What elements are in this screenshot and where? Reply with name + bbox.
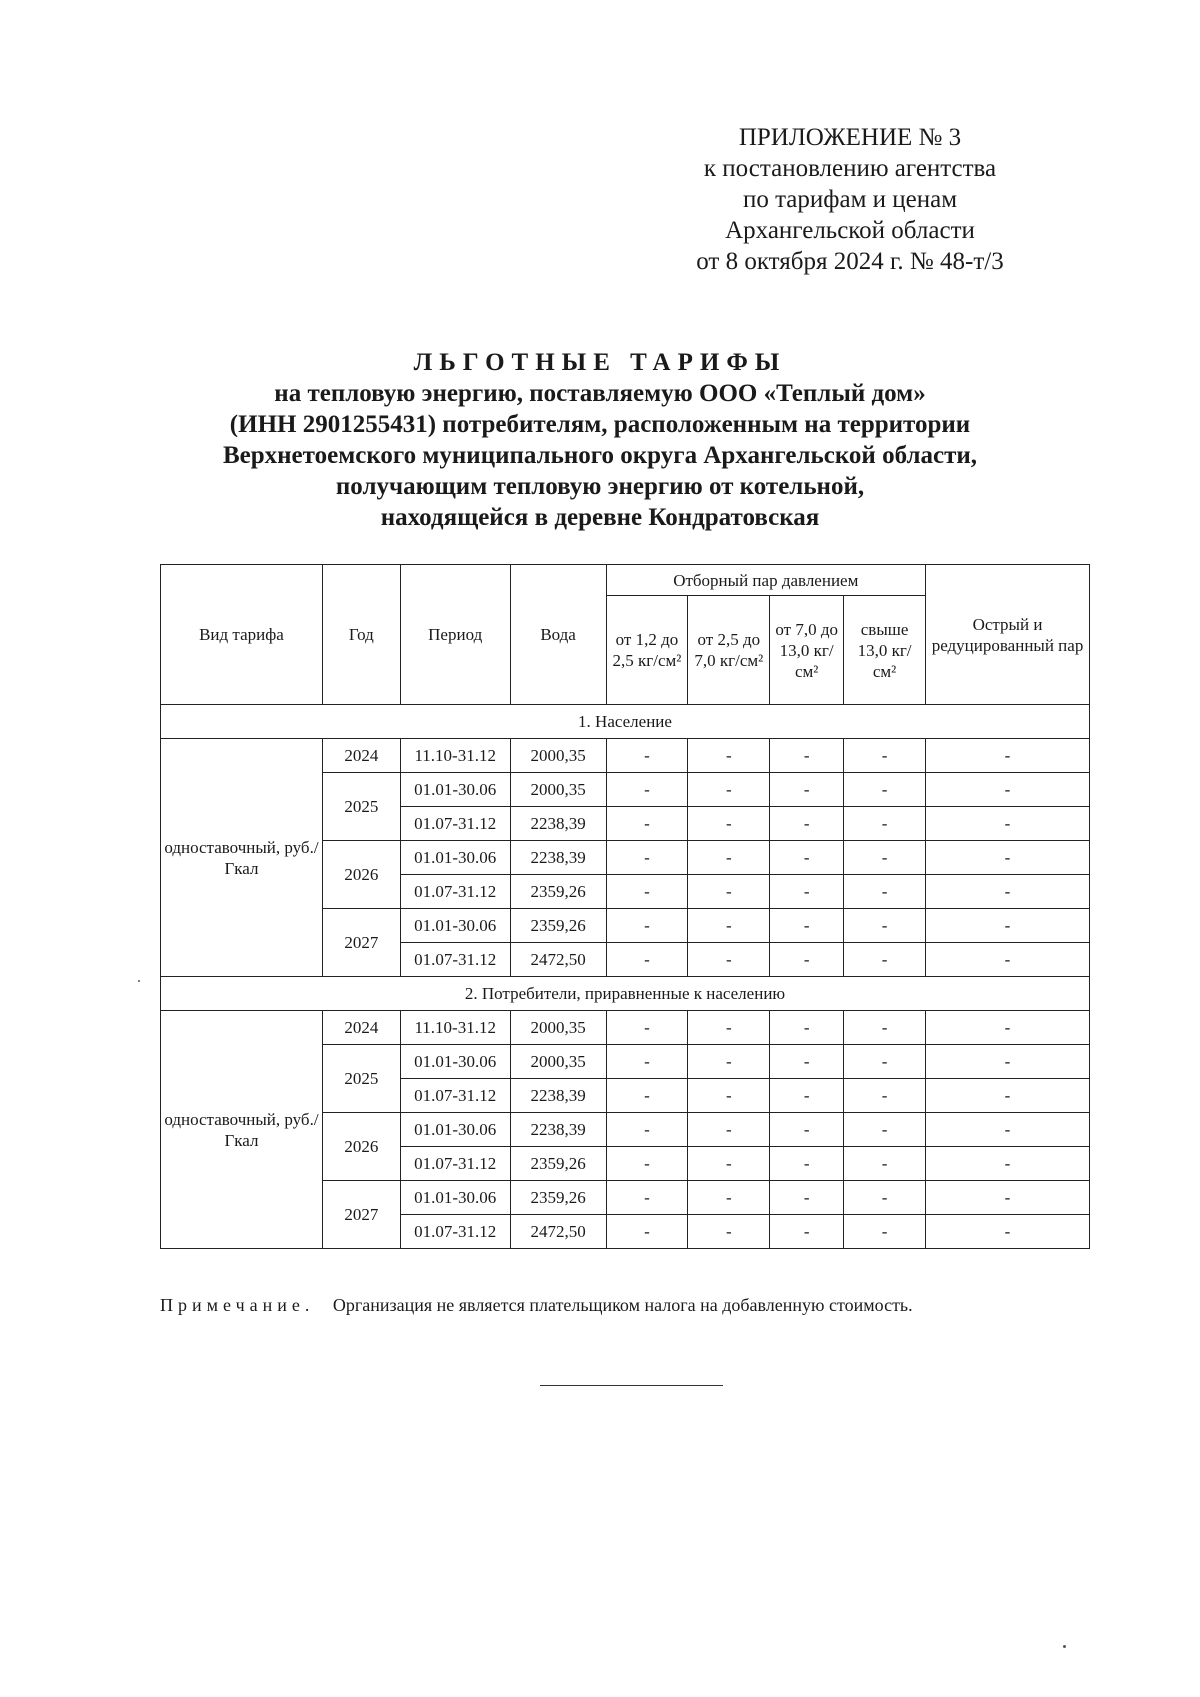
sharp-cell: -	[926, 1079, 1090, 1113]
p4-cell: -	[844, 1011, 926, 1045]
water-cell: 2000,35	[510, 1011, 606, 1045]
water-cell: 2359,26	[510, 1181, 606, 1215]
p4-cell: -	[844, 841, 926, 875]
p3-cell: -	[770, 1181, 844, 1215]
sharp-cell: -	[926, 875, 1090, 909]
p3-cell: -	[770, 739, 844, 773]
p2-cell: -	[688, 1113, 770, 1147]
footnote-label: Примечание.	[160, 1295, 315, 1315]
period-cell: 01.07-31.12	[400, 807, 510, 841]
title-line: находящейся в деревне Кондратовская	[380, 504, 820, 531]
p1-cell: -	[606, 875, 688, 909]
sharp-cell: -	[926, 909, 1090, 943]
year-cell: 2027	[322, 1181, 400, 1249]
sharp-cell: -	[926, 1181, 1090, 1215]
p1-cell: -	[606, 1147, 688, 1181]
sharp-cell: -	[926, 1045, 1090, 1079]
p1-cell: -	[606, 1011, 688, 1045]
water-cell: 2472,50	[510, 1215, 606, 1249]
p4-cell: -	[844, 909, 926, 943]
sharp-cell: -	[926, 1215, 1090, 1249]
p4-cell: -	[844, 1215, 926, 1249]
sharp-cell: -	[926, 1113, 1090, 1147]
p2-cell: -	[688, 1045, 770, 1079]
p1-cell: -	[606, 739, 688, 773]
section-title: 1. Население	[161, 705, 1090, 739]
p2-cell: -	[688, 943, 770, 977]
period-cell: 01.01-30.06	[400, 1181, 510, 1215]
water-cell: 2472,50	[510, 943, 606, 977]
p2-cell: -	[688, 807, 770, 841]
p2-cell: -	[688, 1079, 770, 1113]
header-water: Вода	[510, 565, 606, 705]
p1-cell: -	[606, 1113, 688, 1147]
p1-cell: -	[606, 1181, 688, 1215]
water-cell: 2359,26	[510, 1147, 606, 1181]
header-pressure-3: от 7,0 до 13,0 кг/см²	[770, 596, 844, 705]
p4-cell: -	[844, 1113, 926, 1147]
period-cell: 11.10-31.12	[400, 1011, 510, 1045]
table-row	[161, 739, 1090, 773]
p2-cell: -	[688, 739, 770, 773]
p3-cell: -	[770, 773, 844, 807]
period-cell: 01.07-31.12	[400, 943, 510, 977]
appendix-date: от 8 октября 2024 г. № 48-т/3	[696, 248, 1004, 275]
sharp-cell: -	[926, 807, 1090, 841]
p1-cell: -	[606, 773, 688, 807]
appendix-number: ПРИЛОЖЕНИЕ № 3	[738, 124, 962, 151]
water-cell: 2238,39	[510, 807, 606, 841]
p3-cell: -	[770, 909, 844, 943]
title-line: (ИНН 2901255431) потребителям, расположенным на территории	[229, 411, 971, 438]
p1-cell: -	[606, 943, 688, 977]
period-cell: 11.10-31.12	[400, 739, 510, 773]
sharp-cell: -	[926, 1147, 1090, 1181]
p2-cell: -	[688, 909, 770, 943]
period-cell: 01.01-30.06	[400, 773, 510, 807]
p3-cell: -	[770, 943, 844, 977]
p2-cell: -	[688, 1215, 770, 1249]
header-year: Год	[322, 565, 400, 705]
p3-cell: -	[770, 841, 844, 875]
header-pressure-4: свыше 13,0 кг/см²	[844, 596, 926, 705]
water-cell: 2000,35	[510, 773, 606, 807]
tariff-type-cell: одноставочный, руб./Гкал	[161, 1011, 323, 1249]
year-cell: 2025	[322, 1045, 400, 1113]
p1-cell: -	[606, 1079, 688, 1113]
title-line: получающим тепловую энергию от котельной,	[335, 473, 865, 500]
p2-cell: -	[688, 841, 770, 875]
sharp-cell: -	[926, 841, 1090, 875]
year-cell: 2026	[322, 841, 400, 909]
p3-cell: -	[770, 807, 844, 841]
water-cell: 2359,26	[510, 875, 606, 909]
water-cell: 2238,39	[510, 1113, 606, 1147]
p2-cell: -	[688, 773, 770, 807]
sharp-cell: -	[926, 739, 1090, 773]
p3-cell: -	[770, 875, 844, 909]
section-title: 2. Потребители, приравненные к населению	[161, 977, 1090, 1011]
document-title	[150, 347, 1050, 533]
closing-rule	[540, 1385, 723, 1386]
p1-cell: -	[606, 1045, 688, 1079]
p1-cell: -	[606, 909, 688, 943]
appendix-block	[660, 122, 1040, 277]
water-cell: 2000,35	[510, 1045, 606, 1079]
title-heading: ЛЬГОТНЫЕ ТАРИФЫ	[413, 349, 787, 376]
footnote	[160, 1295, 913, 1316]
p2-cell: -	[688, 1147, 770, 1181]
header-pressure-2: от 2,5 до 7,0 кг/см²	[688, 596, 770, 705]
period-cell: 01.07-31.12	[400, 1147, 510, 1181]
period-cell: 01.07-31.12	[400, 1079, 510, 1113]
period-cell: 01.07-31.12	[400, 875, 510, 909]
p3-cell: -	[770, 1079, 844, 1113]
table-body	[161, 705, 1090, 1249]
tariff-type-cell: одноставочный, руб./Гкал	[161, 739, 323, 977]
header-tariff-type: Вид тарифа	[161, 565, 323, 705]
scan-speck	[138, 980, 140, 982]
title-line: на тепловую энергию, поставляемую ООО «Теплый дом»	[274, 380, 926, 407]
year-cell: 2025	[322, 773, 400, 841]
period-cell: 01.07-31.12	[400, 1215, 510, 1249]
water-cell: 2359,26	[510, 909, 606, 943]
p4-cell: -	[844, 1147, 926, 1181]
p3-cell: -	[770, 1215, 844, 1249]
p1-cell: -	[606, 1215, 688, 1249]
water-cell: 2238,39	[510, 841, 606, 875]
year-cell: 2027	[322, 909, 400, 977]
period-cell: 01.01-30.06	[400, 1045, 510, 1079]
p4-cell: -	[844, 1045, 926, 1079]
table-row	[161, 1011, 1090, 1045]
footnote-text: Организация не является плательщиком налога на добавленную стоимость.	[332, 1295, 913, 1315]
tariff-table	[160, 564, 1090, 1249]
p4-cell: -	[844, 773, 926, 807]
year-cell: 2026	[322, 1113, 400, 1181]
p2-cell: -	[688, 1181, 770, 1215]
p3-cell: -	[770, 1147, 844, 1181]
p4-cell: -	[844, 1079, 926, 1113]
p2-cell: -	[688, 1011, 770, 1045]
header-period: Период	[400, 565, 510, 705]
p1-cell: -	[606, 807, 688, 841]
sharp-cell: -	[926, 943, 1090, 977]
sharp-cell: -	[926, 1011, 1090, 1045]
p3-cell: -	[770, 1011, 844, 1045]
scan-speck	[1063, 1645, 1066, 1648]
sharp-cell: -	[926, 773, 1090, 807]
year-cell: 2024	[322, 739, 400, 773]
header-sharp-steam: Острый и редуцированный пар	[926, 565, 1090, 705]
p1-cell: -	[606, 841, 688, 875]
p4-cell: -	[844, 807, 926, 841]
water-cell: 2238,39	[510, 1079, 606, 1113]
header-pressure-1: от 1,2 до 2,5 кг/см²	[606, 596, 688, 705]
p4-cell: -	[844, 943, 926, 977]
header-steam-group: Отборный пар давлением	[606, 565, 926, 596]
period-cell: 01.01-30.06	[400, 1113, 510, 1147]
p3-cell: -	[770, 1045, 844, 1079]
p4-cell: -	[844, 739, 926, 773]
appendix-line: Архангельской области	[725, 217, 975, 244]
p2-cell: -	[688, 875, 770, 909]
p4-cell: -	[844, 1181, 926, 1215]
period-cell: 01.01-30.06	[400, 841, 510, 875]
title-line: Верхнетоемского муниципального округа Архангельской области,	[222, 442, 978, 469]
year-cell: 2024	[322, 1011, 400, 1045]
period-cell: 01.01-30.06	[400, 909, 510, 943]
appendix-line: к постановлению агентства	[703, 155, 997, 182]
p4-cell: -	[844, 875, 926, 909]
p3-cell: -	[770, 1113, 844, 1147]
water-cell: 2000,35	[510, 739, 606, 773]
appendix-line: по тарифам и ценам	[742, 186, 958, 213]
